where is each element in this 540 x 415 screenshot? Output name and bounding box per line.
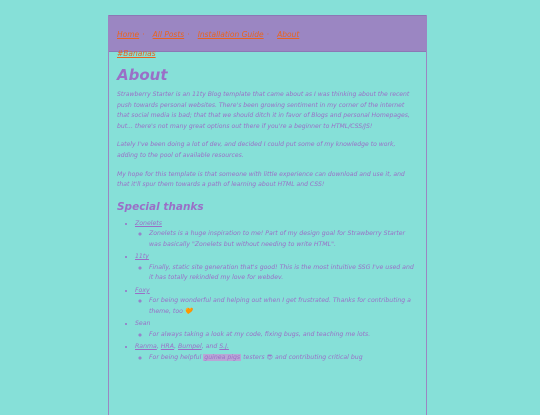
page-container: [108, 15, 427, 415]
thanks-link-bumpel[interactable]: Bumpel: [178, 343, 202, 351]
main-content: [109, 52, 426, 363]
nav-separator: ·: [142, 30, 145, 39]
thanks-desc-pre: For being helpful: [149, 353, 202, 361]
thanks-desc: [149, 353, 418, 364]
thanks-desc: ◦ Zonelets is a huge inspiration to me! Part of my design goal for Strawberry Starter was basically "Zonelets but without needing to write HTML".: [149, 229, 418, 250]
nav-bananas-link[interactable]: #Bananas: [117, 49, 156, 58]
nav-separator: ·: [187, 30, 190, 39]
nav-separator: ·: [266, 30, 270, 39]
nav-all-posts-link[interactable]: All Posts: [152, 30, 185, 39]
thanks-link-zonelets[interactable]: Zonelets: [135, 219, 162, 227]
thanks-desc: ◦ For always taking a look at my code, fixing bugs, and teaching me lots.: [149, 330, 418, 341]
about-paragraph-2: Lately I've been doing a lot of dev, and decided I could put some of my knowledge to work, adding to the pool of available resources.: [117, 141, 396, 159]
thanks-name-sean: Sean: [135, 320, 151, 328]
list-item: • Ranma, HRA, Bumpel, and S.J. ◦ For being helpful guinea pigs testers 😎 and contributing critical bug: [135, 342, 418, 363]
about-paragraph-1: Strawberry Starter is an 11ty Blog template that came about as I was thinking about the recent push towards personal websites. There's been growing sentiment in my corner of the internet that social media is bad; that that we should ditch it in favor of Blogs and personal Homepages, but... there's not many great options out there if you're a beginner to HTML/CSS/JS!: [117, 91, 410, 130]
about-paragraph-3: My hope for this template is that someone with little experience can download and use it, and that it'll spur them towards a path of learning about HTML and CSS!: [117, 170, 405, 189]
thanks-and-text: and: [205, 343, 218, 351]
nav-about-link[interactable]: About: [277, 30, 300, 39]
thanks-desc: ◦ For being wonderful and helping out when I get frustrated. Thanks for contributing a theme, too 🧡: [149, 296, 418, 317]
nav-home-link[interactable]: Home: [117, 30, 140, 39]
thanks-desc-post: testers 😎 and contributing critical bug: [243, 353, 363, 361]
list-item: [135, 252, 418, 284]
special-thanks-heading: Special thanks: [117, 200, 204, 213]
top-nav: [109, 15, 426, 58]
nav-install-guide-link[interactable]: Installation Guide: [197, 30, 264, 39]
list-item: [135, 219, 418, 251]
thanks-link-hra[interactable]: HRA: [160, 343, 175, 351]
thanks-desc: ◦ Finally, static site generation that's good! This is the most intuitive SSG I've used and it has totally rekindled my love for webdev.: [149, 263, 418, 284]
list-item: [135, 286, 418, 318]
thanks-link-11ty[interactable]: 11ty: [135, 253, 149, 261]
thanks-list: [117, 219, 418, 364]
thanks-link-foxy[interactable]: Foxy: [135, 286, 150, 294]
thanks-link-sj[interactable]: S.J.: [219, 343, 229, 351]
page-title: About: [117, 66, 168, 84]
list-item: [135, 319, 418, 340]
thanks-desc-strike: guinea pigs: [204, 353, 241, 361]
thanks-link-ranma[interactable]: Ranma: [135, 343, 157, 351]
